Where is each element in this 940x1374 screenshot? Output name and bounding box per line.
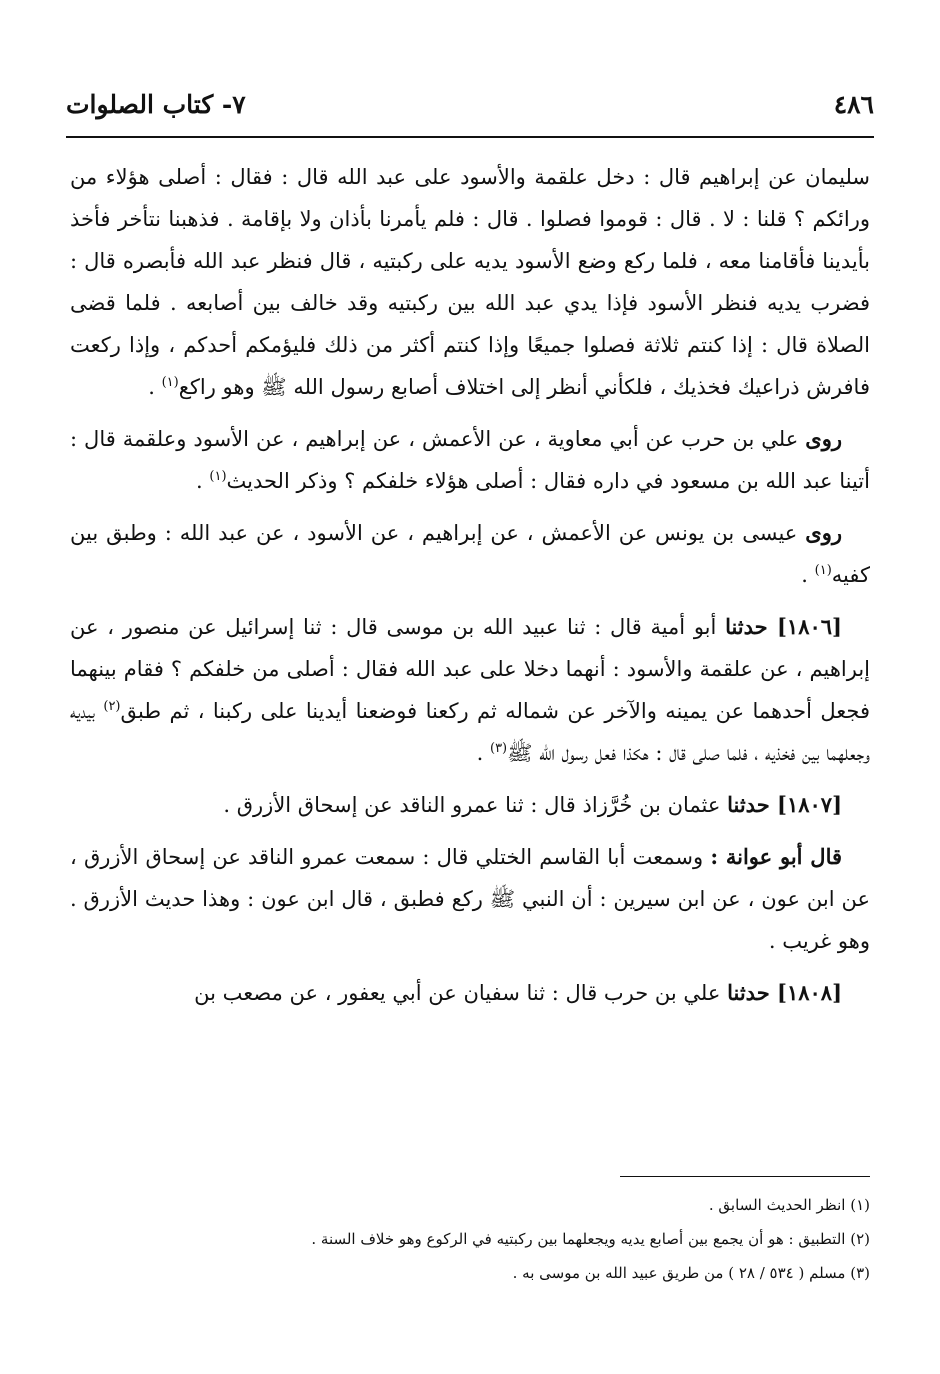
- paragraph-text: سليمان عن إبراهيم قال : دخل علقمة والأسود على عبد الله قال : فقال : أصلى هؤلاء من ورائكم ؟ قلنا : لا . قال : قوموا فصلوا . قال : فلم يأمرنا بأذان ولا بإقامة . فذهبنا نتأخر فأخذ بأيدينا فأقامنا معه ، فلما ركع وضع الأسود يديه على ركبتيه ، قال فنظر عبد الله فأبصره قال : فضرب يديه فنظر الأسود فإذا يدي عبد الله بين ركبتيه وقد خالف بين أصابعه . فلما قضى الصلاة قال : إذا كنتم ثلاثة فصلوا جميعًا وإذا كنتم أكثر من ذلك فليؤمكم أحدكم ، وإذا ركعت فافرش ذراعيك فخذيك ، فلكأني أنظر إلى اختلاف أصابع رسول الله ﷺ وهو راكع: [70, 165, 870, 399]
- footnote-marker: (١): [161, 375, 179, 390]
- paragraph-tail: بيديه وجعلهما بين فخذيه ، فلما صلى قال : هكذا فعل رسول الله ﷺ: [70, 699, 870, 765]
- footnote-marker: (٣): [489, 741, 508, 756]
- footnote: (١) انظر الحديث السابق .: [708, 1196, 870, 1214]
- footnote-marker: (١): [209, 469, 227, 484]
- header-divider: [66, 136, 874, 138]
- paragraph-text: عثمان بن خُرَّزاذ قال : ثنا عمرو الناقد عن إسحاق الأزرق .: [223, 793, 728, 817]
- paragraph-text: أبو أمية قال : ثنا عبيد الله بن موسى قال : ثنا إسرائيل عن منصور ، عن إبراهيم ، عن علقمة والأسود : أنهما دخلا على عبد الله فقال : أصلى من خلفكم ؟ فقام بينهما فجعل أحدهما عن يمينه والآخر عن شماله ثم ركعنا فوضعنا أيدينا على ركبنا ، ثم طبق: [70, 615, 870, 723]
- paragraph: [70, 418, 870, 502]
- footnote: (٣) مسلم ( ٥٣٤ / ٢٨ ) من طريق عبيد الله بن موسى به .: [512, 1264, 870, 1282]
- paragraph: [70, 836, 870, 962]
- hadith-1808: [70, 972, 870, 1014]
- footnote-marker: (١): [814, 563, 832, 578]
- footnote-divider: [620, 1176, 870, 1177]
- footnote: (٢) التطبيق : هو أن يجمع بين أصابع يديه ويجعلهما بين ركبتيه في الركوع وهو خلاف السنة .: [311, 1230, 870, 1248]
- page-number: ٤٨٦: [833, 89, 874, 119]
- paragraph-text: عيسى بن يونس عن الأعمش ، عن إبراهيم ، عن الأسود ، عن عبد الله : وطبق بين كفيه: [70, 521, 870, 587]
- hadith-1806: [70, 606, 870, 774]
- hadith-number: [١٨٠٨] حدثنا: [727, 980, 842, 1005]
- paragraph-tail: .: [196, 469, 210, 493]
- paragraph: [70, 512, 870, 596]
- paragraph-tail: .: [801, 563, 815, 587]
- paragraph-text: وسمعت أبا القاسم الختلي قال : سمعت عمرو الناقد عن إسحاق الأزرق ، عن ابن عون ، عن ابن سيرين : أن النبي ﷺ ركع فطبق ، قال ابن عون : وهذا حديث الأزرق . وهو غريب .: [70, 845, 870, 953]
- footnotes: [70, 1188, 870, 1290]
- paragraph-text: علي بن حرب قال : ثنا سفيان عن أبي يعفور ، عن مصعب بن: [194, 981, 728, 1005]
- hadith-number: [١٨٠٧] حدثنا: [727, 792, 842, 817]
- paragraph-tail: .: [476, 741, 490, 765]
- paragraph-lead: روى: [805, 520, 842, 545]
- hadith-number: [١٨٠٦] حدثنا: [725, 614, 842, 639]
- paragraph-lead: قال أبو عوانة :: [710, 844, 843, 869]
- paragraph-lead: روى: [805, 426, 842, 451]
- hadith-1807: [70, 784, 870, 826]
- paragraph-text: علي بن حرب عن أبي معاوية ، عن الأعمش ، عن إبراهيم ، عن الأسود وعلقمة قال : أتينا عبد الله بن مسعود في داره فقال : أصلى هؤلاء خلفكم ؟ وذكر الحديث: [70, 427, 870, 493]
- paragraph-tail: .: [148, 375, 162, 399]
- footnote-marker: (٢): [103, 699, 121, 714]
- paragraph: [70, 156, 870, 408]
- chapter-title: ٧- كتاب الصلوات: [66, 89, 246, 119]
- main-text: [70, 156, 870, 1024]
- page-header: [66, 84, 874, 124]
